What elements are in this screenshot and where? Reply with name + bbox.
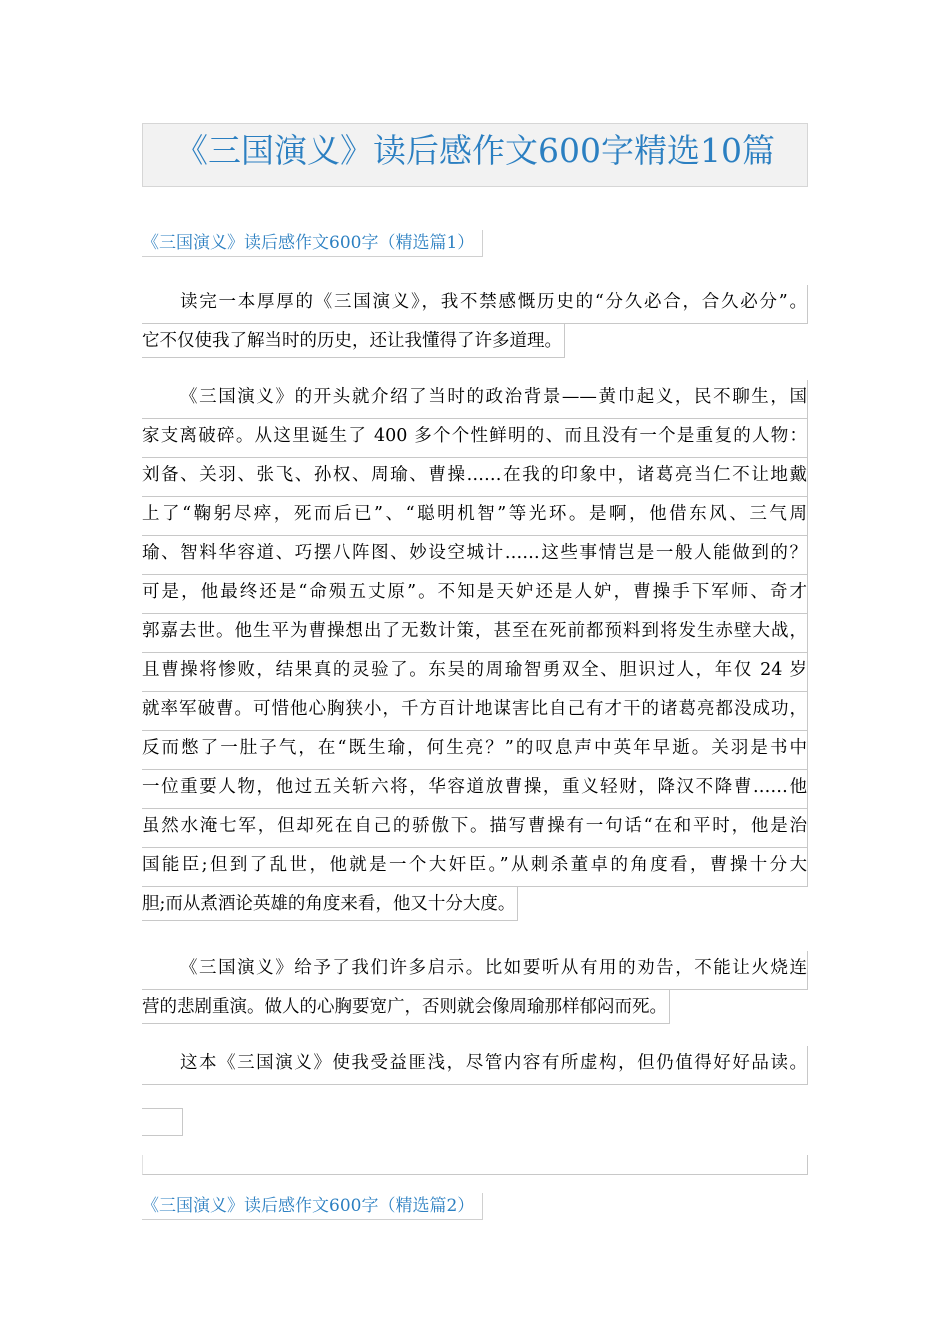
paragraph-3	[142, 951, 808, 1029]
text-line-content: 胆;而从煮酒论英雄的角度来看，他又十分大度。	[142, 887, 518, 921]
text-line: 郭嘉去世。他生平为曹操想出了无数计策，甚至在死前都预料到将发生赤壁大战，	[142, 614, 808, 653]
empty-box	[142, 1108, 183, 1136]
page-title-text: 《三国演义》读后感作文600字精选10篇	[175, 131, 775, 170]
section-divider	[142, 1155, 808, 1175]
text-line: 上了“鞠躬尽瘁，死而后已”、“聪明机智”等光环。是啊，他借东风、三气周	[142, 497, 808, 536]
text-line-content: 营的悲剧重演。做人的心胸要宽广，否则就会像周瑜那样郁闷而死。	[142, 990, 670, 1024]
text-line: 这本《三国演义》使我受益匪浅，尽管内容有所虚构，但仍值得好好品读。	[142, 1046, 808, 1085]
text-line: 读完一本厚厚的《三国演义》，我不禁感慨历史的“分久必合，合久必分”。	[142, 285, 808, 324]
text-line: 反而憋了一肚子气，在“既生瑜，何生亮？”的叹息声中英年早逝。关羽是书中	[142, 731, 808, 770]
text-line: 一位重要人物，他过五关斩六将，华容道放曹操，重义轻财，降汉不降曹……他	[142, 770, 808, 809]
paragraph-4	[142, 1046, 808, 1085]
text-line: 《三国演义》给予了我们许多启示。比如要听从有用的劝告，不能让火烧连	[142, 951, 808, 990]
text-line: 就率军破曹。可惜他心胸狭小，千方百计地谋害比自己有才干的诸葛亮都没成功，	[142, 692, 808, 731]
text-line	[142, 887, 808, 926]
text-line	[142, 990, 808, 1029]
text-line	[142, 324, 808, 363]
text-line: 家支离破碎。从这里诞生了 400 多个个性鲜明的、而且没有一个是重复的人物：	[142, 419, 808, 458]
text-line: 可是，他最终还是“命殒五丈原”。不知是天妒还是人妒，曹操手下军师、奇才	[142, 575, 808, 614]
text-line: 国能臣;但到了乱世，他就是一个大奸臣。”从刺杀董卓的角度看，曹操十分大	[142, 848, 808, 887]
text-line: 且曹操将惨败，结果真的灵验了。东吴的周瑜智勇双全、胆识过人，年仅 24 岁	[142, 653, 808, 692]
text-line: 《三国演义》的开头就介绍了当时的政治背景——黄巾起义，民不聊生，国	[142, 380, 808, 419]
page-title	[142, 123, 808, 187]
paragraph-2	[142, 380, 808, 926]
section-heading-1: 《三国演义》读后感作文600字（精选篇1）	[142, 230, 483, 257]
paragraph-1	[142, 285, 808, 363]
text-line-content: 它不仅使我了解当时的历史，还让我懂得了许多道理。	[142, 324, 565, 358]
text-line: 刘备、关羽、张飞、孙权、周瑜、曹操……在我的印象中，诸葛亮当仁不让地戴	[142, 458, 808, 497]
section-heading-2: 《三国演义》读后感作文600字（精选篇2）	[142, 1193, 483, 1220]
text-line: 瑜、智料华容道、巧摆八阵图、妙设空城计……这些事情岂是一般人能做到的？	[142, 536, 808, 575]
text-line: 虽然水淹七军，但却死在自己的骄傲下。描写曹操有一句话“在和平时，他是治	[142, 809, 808, 848]
